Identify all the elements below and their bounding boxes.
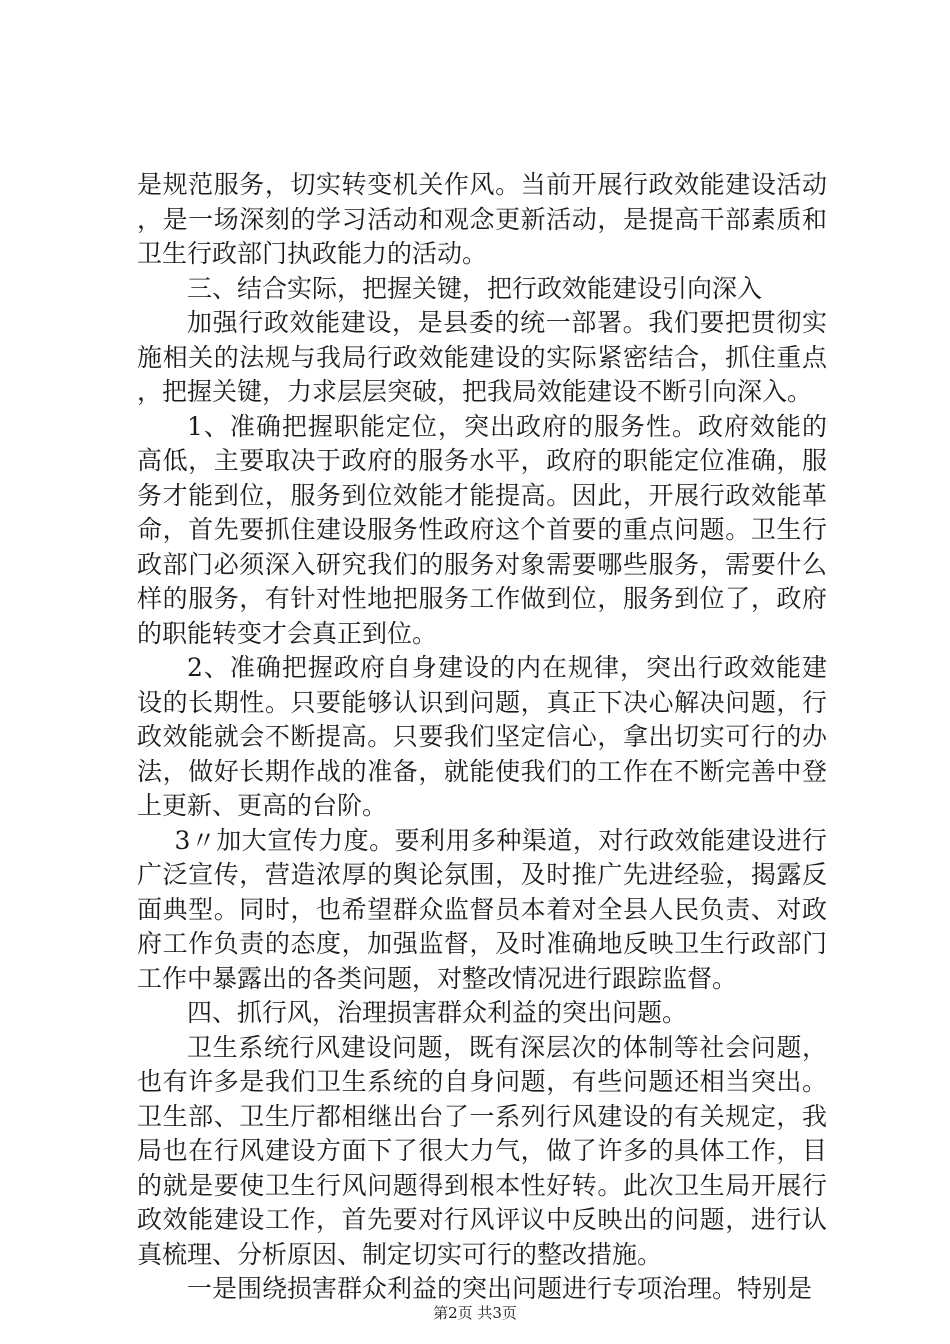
paragraph-item-one: 1、准确把握职能定位，突出政府的服务性。政府效能的高低，主要取决于政府的服务水平，政府的职能定位准确，服务才能到位，服务到位效能才能提高。因此，开展行政效能革命，首先要抓住建设服务性政府这个首要的重点问题。卫生行政部门必须深入研究我们的服务对象需要哪些服务，需要什么样的服务，有针对性地把服务工作做到位，服务到位了，政府的职能转变才会真正到位。: [137, 411, 827, 648]
section-heading-three: 三、结合实际，把握关键，把行政效能建设引向深入: [187, 273, 763, 303]
page-footer: 第2页 共3页: [433, 1304, 517, 1322]
section-heading-four: 四、抓行风，治理损害群众利益的突出问题。: [187, 998, 688, 1027]
paragraph-intro-three: 加强行政效能建设，是县委的统一部署。我们要把贯彻实施相关的法规与我局行政效能建设的实际紧密结合，抓住重点，把握关键，力求层层突破，把我局效能建设不断引向深入。: [137, 308, 827, 406]
paragraph-intro-four: 卫生系统行风建设问题，既有深层次的体制等社会问题，也有许多是我们卫生系统的自身问题，有些问题还相当突出。卫生部、卫生厅都相继出台了一系列行风建设的有关规定，我局也在行风建设方面下了很大力气，做了许多的具体工作，目的就是要使卫生行风问题得到根本性好转。此次卫生局开展行政效能建设工作，首先要对行风评议中反映出的问题，进行认真梳理、分析原因、制定切实可行的整改措施。: [137, 1032, 827, 1269]
paragraph-point-one: 一是围绕损害群众利益的突出问题进行专项治理。特别是: [187, 1274, 813, 1303]
document-body: [137, 168, 827, 1307]
paragraph-item-two: 2、准确把握政府自身建设的内在规律，突出行政效能建设的长期性。只要能够认识到问题，真正下决心解决问题，行政效能就会不断提高。只要我们坚定信心，拿出切实可行的办法，做好长期作战的准备，就能使我们的工作在不断完善中登上更新、更高的台阶。: [137, 653, 827, 820]
paragraph-item-three: 3〃加大宣传力度。要利用多种渠道，对行政效能建设进行广泛宣传，营造浓厚的舆论氛围，及时推广先进经验，揭露反面典型。同时，也希望群众监督员本着对全县人民负责、对政府工作负责的态度，加强监督，及时准确地反映卫生行政部门工作中暴露出的各类问题，对整改情况进行跟踪监督。: [137, 825, 827, 993]
paragraph-continuation: 是规范服务，切实转变机关作风。当前开展行政效能建设活动，是一场深刻的学习活动和观念更新活动，是提高干部素质和卫生行政部门执政能力的活动。: [137, 170, 827, 268]
